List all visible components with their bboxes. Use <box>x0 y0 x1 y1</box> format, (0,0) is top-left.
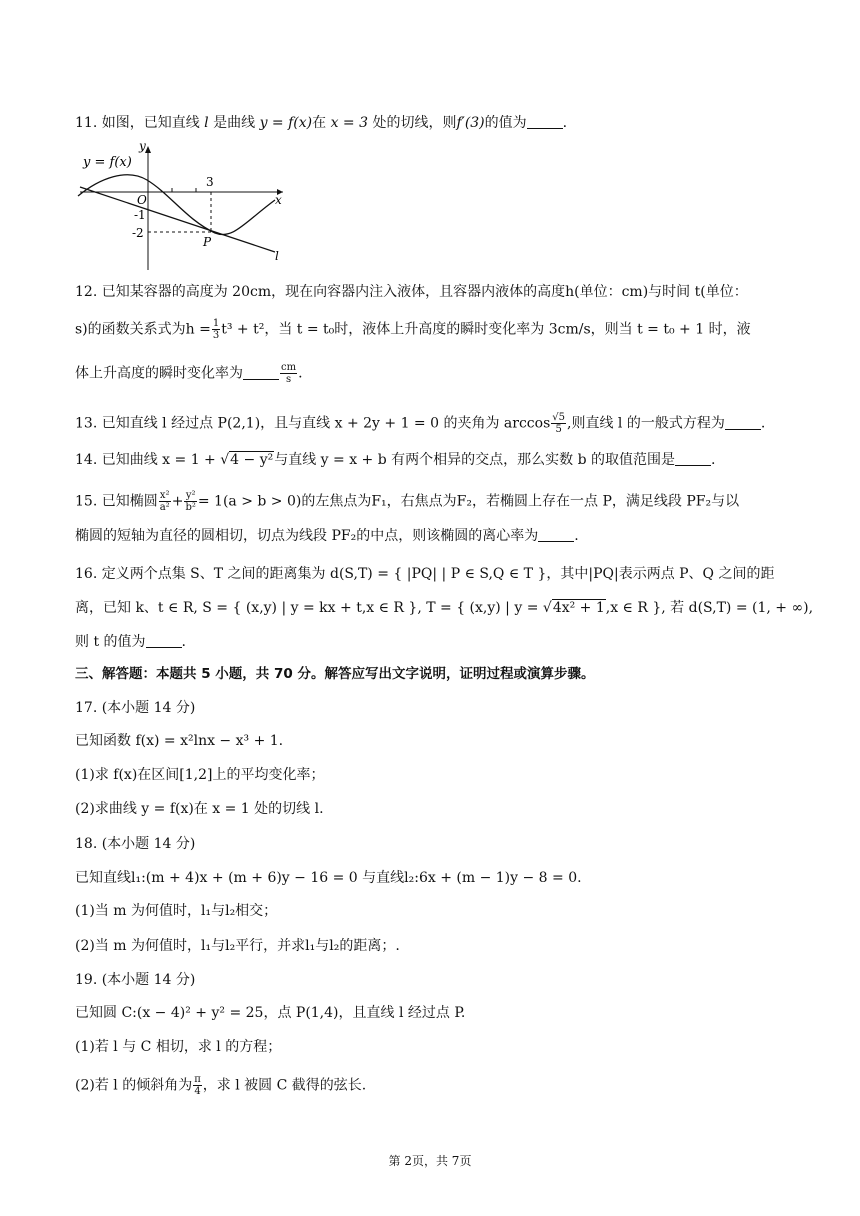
q12-unit-num: cm <box>281 362 297 373</box>
q13-fraction <box>551 412 566 435</box>
question-15-line-2 <box>75 526 785 546</box>
q19-heading: 19. (本小题 14 分) <box>75 972 196 988</box>
q12-frac-num: 1 <box>212 318 220 329</box>
page-footer: 第 2页，共 7页 <box>388 1154 472 1168</box>
question-11 <box>75 113 785 133</box>
q12-text-3: 体上升高度的瞬时变化率为 <box>75 365 243 382</box>
y-tick-label-minus-1: -1 <box>134 208 146 222</box>
q15-frac-x-num: x² <box>159 490 170 501</box>
x-tick-label-3: 3 <box>206 175 214 189</box>
q13-frac-den: 5 <box>555 424 562 435</box>
q18-part-1: (1)当 m 为何值时，l₁与l₂相交； <box>75 903 278 919</box>
q13-end: . <box>760 415 766 432</box>
q14-sqrt: 4 − y² <box>230 452 274 468</box>
q11-answer-blank[interactable] <box>527 114 563 129</box>
q15-text-3: 椭圆的短轴为直径的圆相切，切点为线段 PF₂的中点，则该椭圆的离心率为 <box>75 528 539 544</box>
q15-text-2: = 1(a > b > 0)的左焦点为F₁，右焦点为F₂，若椭圆上存在一点 P，满足线段 PF₂与以 <box>197 493 740 510</box>
q12-text: s)的函数关系式为h = <box>75 321 211 338</box>
q13-text: 13. 已知直线 l 经过点 P(2,1)，且与直线 x + 2y + 1 = 0 的夹角为 arccos <box>75 415 551 432</box>
q12-end: . <box>298 365 303 382</box>
q15-frac-y-den: b² <box>185 502 196 513</box>
q15-frac-y <box>184 490 196 513</box>
q11-line-name: l <box>204 115 209 131</box>
q14-text-2: 与直线 y = x + b 有两个相异的交点，那么实数 b 的取值范围是 <box>274 452 676 468</box>
question-16-line-2: 离，已知 k、t ∈ R, S = { (x,y) | y = kx + t,x ∈ R }, T = { (x,y) | y = √4x² + 1,x ∈ R }, 若 d(S,T) = (1, + ∞), <box>75 600 814 616</box>
curve-f <box>78 175 275 235</box>
q15-plus: + <box>171 493 184 510</box>
y-axis-label: y <box>139 140 146 153</box>
q16-text: 离，已知 k、t ∈ R, S = { (x,y) | y = kx + t,x ∈ R }, T = { (x,y) | y = <box>75 600 539 616</box>
q19-part-2 <box>75 1074 785 1097</box>
q14-end: . <box>711 452 716 468</box>
q15-end: . <box>574 528 579 544</box>
q16-sqrt: 4x² + 1 <box>552 600 605 616</box>
q14-answer-blank[interactable] <box>675 451 711 466</box>
q12-answer-blank[interactable] <box>243 365 279 380</box>
q12-text-2: t³ + t²，当 t = t₀时，液体上升高度的瞬时变化率为 3cm/s，则当 t = t₀ + 1 时，液 <box>221 321 751 338</box>
q17-stem: 已知函数 f(x) = x²lnx − x³ + 1. <box>75 733 284 749</box>
q11-suffix: 的值为 <box>484 115 527 131</box>
q16-text-3: 则 t 的值为 <box>75 634 146 650</box>
q12-fraction <box>212 318 220 341</box>
line-l-label: l <box>275 249 279 263</box>
tangent-line-l <box>80 187 275 252</box>
question-12-line-3 <box>75 362 785 385</box>
q13-answer-blank[interactable] <box>725 415 761 430</box>
q11-text: 是曲线 <box>213 115 256 131</box>
q19-part-1: (1)若 l 与 C 相切，求 l 的方程； <box>75 1039 282 1055</box>
q18-heading: 18. (本小题 14 分) <box>75 836 196 852</box>
q16-text-2: ,x ∈ R }, 若 d(S,T) = (1, + ∞), <box>605 600 814 616</box>
q19-frac-num: π <box>194 1074 201 1085</box>
x-axis-label: x <box>275 193 282 207</box>
question-13 <box>75 412 785 435</box>
q19-fraction <box>193 1074 202 1097</box>
q11-text-2: 在 <box>312 115 327 131</box>
question-12-line-2 <box>75 318 785 341</box>
q19-text: (2)若 l 的倾斜角为 <box>75 1077 193 1094</box>
q11-text-3: 处的切线，则 <box>372 115 457 131</box>
q17-part-2: (2)求曲线 y = f(x)在 x = 1 处的切线 l. <box>75 801 324 817</box>
q15-frac-x-den: a² <box>159 502 170 513</box>
q17-heading: 17. (本小题 14 分) <box>75 700 196 716</box>
q18-stem: 已知直线l₁:(m + 4)x + (m + 6)y − 16 = 0 与直线l₂:6x + (m − 1)y − 8 = 0. <box>75 870 582 886</box>
point-p-label: P <box>203 235 212 249</box>
question-16-line-1: 16. 定义两个点集 S、T 之间的距离集为 d(S,T) = { |PQ| | P ∈ S,Q ∈ T }，其中|PQ|表示两点 P、Q 之间的距 <box>75 566 775 582</box>
q17-part-1: (1)求 f(x)在区间[1,2]上的平均变化率； <box>75 767 325 783</box>
q14-text: 14. 已知曲线 x = 1 + <box>75 452 216 468</box>
q19-text-2: ，求 l 被圆 C 截得的弦长. <box>202 1077 367 1094</box>
question-14: 14. 已知曲线 x = 1 + √4 − y²与直线 y = x + b 有两个相异的交点，那么实数 b 的取值范围是 . <box>75 452 716 468</box>
q12-frac-den: 3 <box>212 330 220 341</box>
section-3-heading: 三、解答题：本题共 5 小题，共 70 分。解答应写出文字说明，证明过程或演算步骤。 <box>75 666 595 682</box>
q12-unit <box>280 362 297 385</box>
q13-frac-num: √5 <box>552 412 565 423</box>
q12-unit-den: s <box>285 374 292 385</box>
q15-frac-x <box>159 490 171 513</box>
q13-text-2: ,则直线 l 的一般式方程为 <box>567 415 725 432</box>
q16-answer-blank[interactable] <box>146 633 182 648</box>
y-tick-label-minus-2: -2 <box>132 226 144 240</box>
q11-function-graph <box>75 140 290 272</box>
origin-label: O <box>137 193 147 207</box>
q16-end: . <box>181 634 186 650</box>
q19-stem: 已知圆 C:(x − 4)² + y² = 25，点 P(1,4)，且直线 l 经过点 P. <box>75 1005 466 1021</box>
curve-label: y = f(x) <box>83 155 132 170</box>
question-16-line-3 <box>75 632 785 652</box>
q11-end: . <box>562 115 568 131</box>
y-axis-arrow <box>145 146 151 153</box>
q18-part-2: (2)当 m 为何值时，l₁与l₂平行，并求l₁与l₂的距离；. <box>75 938 400 954</box>
q15-answer-blank[interactable] <box>538 527 574 542</box>
q15-frac-y-num: y² <box>185 490 196 501</box>
q11-curve-eq: y = f(x) <box>259 115 313 131</box>
question-15-line-1 <box>75 490 785 513</box>
q11-derivative: f′(3) <box>456 115 485 131</box>
question-12-line-1: 12. 已知某容器的高度为 20cm，现在向容器内注入液体，且容器内液体的高度h(单位：cm)与时间 t(单位： <box>75 284 748 300</box>
q15-text: 15. 已知椭圆 <box>75 493 158 510</box>
q19-frac-den: 4 <box>194 1086 201 1097</box>
q11-x-eq: x = 3 <box>330 115 368 131</box>
q11-prefix: 11. 如图，已知直线 <box>75 115 200 131</box>
